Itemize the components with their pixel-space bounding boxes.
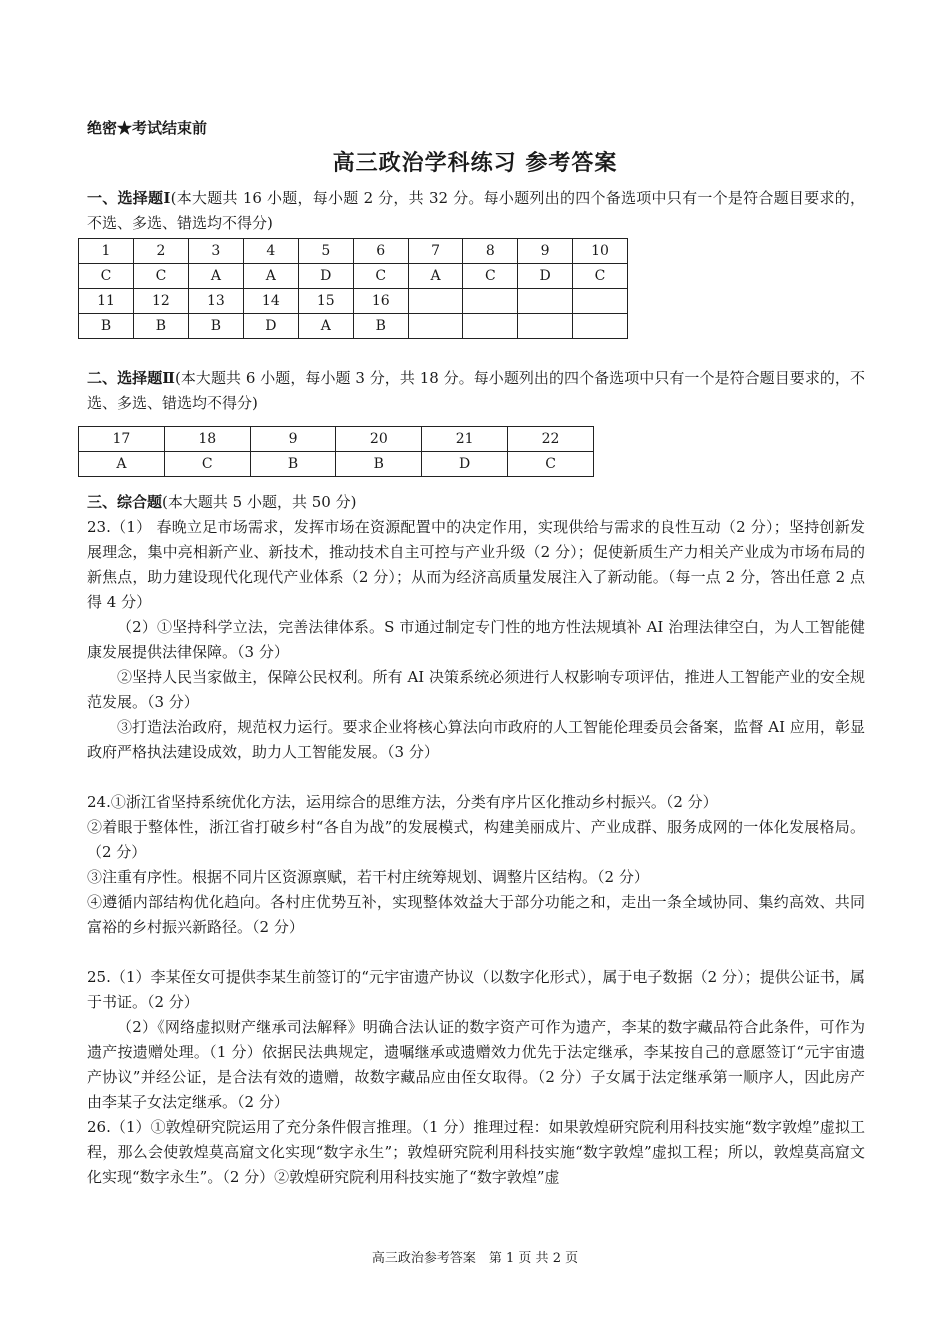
table-cell: 3: [188, 239, 243, 264]
table-cell: A: [188, 264, 243, 289]
table-cell: 12: [133, 289, 188, 314]
confidential-label: 绝密★考试结束前: [87, 119, 208, 137]
table-cell: A: [408, 264, 463, 289]
table-cell: B: [133, 314, 188, 339]
table-cell: 22: [508, 427, 594, 452]
table-row: [79, 427, 594, 452]
table-cell: B: [79, 314, 134, 339]
table-cell: D: [243, 314, 298, 339]
page-footer: 高三政治参考答案 第 1 页 共 2 页: [371, 1251, 579, 1266]
table-cell: C: [572, 264, 627, 289]
section2-intro: [87, 366, 865, 416]
table-cell: 17: [79, 427, 165, 452]
q24-point3: ③注重有序性。根据不同片区资源禀赋，若干村庄统筹规划、调整片区结构。（2 分）: [87, 868, 649, 886]
table-cell: C: [463, 264, 518, 289]
table-cell: 16: [353, 289, 408, 314]
table-cell: 9: [250, 427, 336, 452]
section1-heading: 一、选择题Ⅰ: [87, 189, 171, 207]
table-cell: A: [243, 264, 298, 289]
table-row: [79, 314, 628, 339]
table-cell: B: [336, 452, 422, 477]
section2-desc: (本大题共 6 小题，每小题 3 分，共 18 分。每小题列出的四个备选项中只有一个是符合题目要求的，不选、多选、错选均不得分): [87, 369, 865, 412]
section3-heading: 三、综合题: [87, 493, 163, 511]
q26-part1: 26.（1）①敦煌研究院运用了充分条件假言推理。（1 分）推理过程：如果敦煌研究院利用科技实施“数字敦煌”虚拟工程，那么会使敦煌莫高窟文化实现“数字永生”；敦煌研究院利用科技实施“数字敦煌”虚拟工程；所以，敦煌莫高窟文化实现“数字永生”。（2 分）②敦煌研究院利用科技实施了“数字敦煌”虚: [87, 1118, 865, 1186]
q24-point4: ④遵循内部结构优化趋向。各村庄优势互补，实现整体效益大于部分功能之和，走出一条全域协同、集约高效、共同富裕的乡村振兴新路径。（2 分）: [87, 893, 865, 936]
table-cell: D: [518, 264, 573, 289]
table-cell: [572, 314, 627, 339]
table-cell: 4: [243, 239, 298, 264]
table-cell: 8: [463, 239, 518, 264]
table-cell: D: [298, 264, 353, 289]
table-cell: B: [188, 314, 243, 339]
section1-desc: (本大题共 16 小题，每小题 2 分，共 32 分。每小题列出的四个备选项中只有一个是符合题目要求的，不选、多选、错选均不得分): [87, 189, 865, 232]
table-cell: B: [353, 314, 408, 339]
table-row: [79, 239, 628, 264]
table-cell: [408, 289, 463, 314]
section3-intro: [87, 490, 865, 515]
table-cell: [518, 289, 573, 314]
table-cell: [518, 314, 573, 339]
section2-heading: 二、选择题Ⅱ: [87, 369, 175, 387]
page-title: 高三政治学科练习 参考答案: [332, 150, 618, 176]
table-cell: 21: [422, 427, 508, 452]
table-cell: C: [164, 452, 250, 477]
table-cell: [463, 289, 518, 314]
table-cell: A: [298, 314, 353, 339]
section2-answer-table: [78, 426, 594, 477]
table-cell: 15: [298, 289, 353, 314]
table-cell: 14: [243, 289, 298, 314]
table-cell: D: [422, 452, 508, 477]
table-cell: 6: [353, 239, 408, 264]
table-cell: 18: [164, 427, 250, 452]
q25-part2: （2）《网络虚拟财产继承司法解释》明确合法认证的数字资产可作为遗产，李某的数字藏品符合此条件，可作为遗产按遗赠处理。（1 分）依据民法典规定，遗嘱继承或遗赠效力优先于法定继承，李某按自己的意愿签订“元宇宙遗产协议”并经公证，是合法有效的遗赠，故数字藏品应由侄女取得。（2 分）子女属于法定继承第一顺序人，因此房产由李某子女法定继承。（2 分）: [87, 1018, 865, 1111]
table-row: [79, 452, 594, 477]
section3-desc: (本大题共 5 小题，共 50 分): [162, 493, 357, 511]
table-cell: 13: [188, 289, 243, 314]
table-cell: 2: [133, 239, 188, 264]
table-cell: B: [250, 452, 336, 477]
q24-point2: ②着眼于整体性，浙江省打破乡村“各自为战”的发展模式，构建美丽成片、产业成群、服务成网的一体化发展格局。（2 分）: [87, 818, 865, 861]
table-cell: A: [79, 452, 165, 477]
q23-part1: 23.（1） 春晚立足市场需求，发挥市场在资源配置中的决定作用，实现供给与需求的良性互动（2 分）；坚持创新发展理念，集中亮相新产业、新技术，推动技术自主可控与产业升级（2 分）；促使新质生产力相关产业成为市场布局的新焦点，助力建设现代化现代产业体系（2 分）；从而为经济高质量发展注入了新动能。（每一点 2 分，答出任意 2 点得 4 分）: [87, 518, 865, 611]
table-cell: 9: [518, 239, 573, 264]
table-cell: [463, 314, 518, 339]
table-cell: [572, 289, 627, 314]
table-row: [79, 264, 628, 289]
table-cell: 1: [79, 239, 134, 264]
q23-part2-point3: ③打造法治政府，规范权力运行。要求企业将核心算法向市政府的人工智能伦理委员会备案，监督 AI 应用，彰显政府严格执法建设成效，助力人工智能发展。（3 分）: [87, 718, 865, 761]
table-cell: 10: [572, 239, 627, 264]
q23-part2-point2: ②坚持人民当家做主，保障公民权利。所有 AI 决策系统必须进行人权影响专项评估，推进人工智能产业的安全规范发展。（3 分）: [87, 668, 865, 711]
table-cell: 20: [336, 427, 422, 452]
q23-part2-point1: （2）①坚持科学立法，完善法律体系。S 市通过制定专门性的地方性法规填补 AI 治理法律空白，为人工智能健康发展提供法律保障。（3 分）: [87, 618, 865, 661]
table-cell: 7: [408, 239, 463, 264]
table-cell: 11: [79, 289, 134, 314]
table-cell: C: [353, 264, 408, 289]
section1-intro: [87, 186, 865, 236]
table-cell: 5: [298, 239, 353, 264]
table-row: [79, 289, 628, 314]
section1-answer-table: [78, 238, 628, 339]
table-cell: C: [79, 264, 134, 289]
table-cell: C: [508, 452, 594, 477]
table-cell: [408, 314, 463, 339]
q24-point1: 24.①浙江省坚持系统优化方法，运用综合的思维方法，分类有序片区化推动乡村振兴。（2 分）: [87, 793, 718, 811]
table-cell: C: [133, 264, 188, 289]
q25-part1: 25.（1）李某侄女可提供李某生前签订的“元宇宙遗产协议（以数字化形式），属于电子数据（2 分）；提供公证书，属于书证。（2 分）: [87, 968, 865, 1011]
